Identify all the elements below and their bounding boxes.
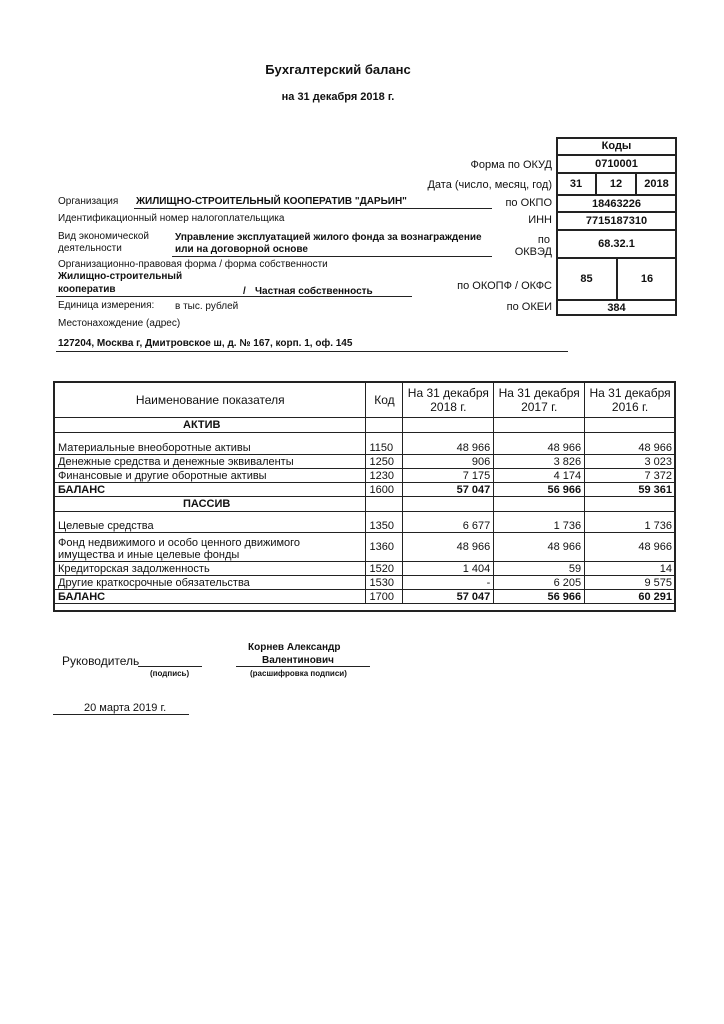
ownership-form: Частная собственность	[255, 286, 373, 297]
row-name: Финансовые и другие оборотные активы	[55, 469, 366, 483]
row-code: 1600	[366, 483, 403, 497]
row-name: Целевые средства	[55, 512, 366, 533]
row-v2017: 59	[494, 562, 585, 576]
year-value: 2018	[636, 173, 677, 195]
row-name: Другие краткосрочные обязательства	[55, 576, 366, 590]
row-name: Кредиторская задолженность	[55, 562, 366, 576]
table-row	[55, 433, 676, 455]
activity-label-2: деятельности	[58, 243, 122, 254]
row-name	[55, 533, 366, 562]
okpo-label: по ОКПО	[505, 197, 552, 209]
row-v2016: 48 966	[585, 533, 676, 562]
row-v2018: 57 047	[403, 483, 494, 497]
row-code: 1520	[366, 562, 403, 576]
header-2018	[403, 383, 494, 418]
row-v2016: 60 291	[585, 590, 676, 604]
table-row	[55, 469, 676, 483]
table-row	[55, 576, 676, 590]
row-v2016: 9 575	[585, 576, 676, 590]
row-v2016: 14	[585, 562, 676, 576]
row-code: 1360	[366, 533, 403, 562]
row-code: 1250	[366, 455, 403, 469]
header-2016-line1: На 31 декабря	[589, 386, 671, 400]
table-header-row	[55, 383, 676, 418]
header-2016	[585, 383, 676, 418]
row-code: 1530	[366, 576, 403, 590]
table-row-total	[55, 590, 676, 604]
legal-form-label: Организационно-правовая форма / форма собственности	[58, 259, 328, 270]
okei-label: по ОКЕИ	[506, 301, 552, 313]
row-v2017: 56 966	[494, 590, 585, 604]
row-name: Материальные внеоборотные активы	[55, 433, 366, 455]
table-row	[55, 533, 676, 562]
unit-label: Единица измерения:	[58, 300, 155, 311]
row-code: 1150	[366, 433, 403, 455]
header-name: Наименование показателя	[55, 383, 366, 418]
page-title: Бухгалтерский баланс	[265, 62, 411, 77]
row-v2018: 48 966	[403, 533, 494, 562]
aktiv-title: АКТИВ	[55, 418, 366, 433]
row-v2018: 906	[403, 455, 494, 469]
head-name-2: Валентинович	[262, 655, 334, 666]
activity-1: Управление эксплуатацией жилого фонда за вознаграждение	[175, 232, 482, 243]
balance-table	[54, 382, 676, 604]
row-v2018: 7 175	[403, 469, 494, 483]
signature-caption: (подпись)	[150, 669, 190, 678]
head-name-1: Корнев Александр	[248, 642, 341, 653]
header-2018-line2: 2018 г.	[430, 400, 467, 414]
inn-label: Идентификационный номер налогоплательщика	[58, 213, 285, 224]
header-2016-line2: 2016 г.	[611, 400, 649, 414]
header-2017	[494, 383, 585, 418]
name-caption: (расшифровка подписи)	[250, 669, 347, 678]
address-label: Местонахождение (адрес)	[58, 318, 181, 329]
row-v2016: 59 361	[585, 483, 676, 497]
legal-form-2: кооператив	[58, 284, 116, 295]
row-v2017: 4 174	[494, 469, 585, 483]
row-name: Денежные средства и денежные эквиваленты	[55, 455, 366, 469]
unit-value: в тыс. рублей	[175, 301, 239, 312]
row-v2017: 48 966	[494, 433, 585, 455]
row-v2018: 6 677	[403, 512, 494, 533]
row-v2017: 48 966	[494, 533, 585, 562]
okud-value: 0710001	[556, 155, 677, 173]
row-name: БАЛАНС	[55, 590, 366, 604]
row-v2017: 3 826	[494, 455, 585, 469]
section-passiv	[55, 497, 676, 512]
activity-label-1: Вид экономической	[58, 231, 149, 242]
okud-label: Форма по ОКУД	[470, 159, 552, 171]
okpo-value: 18463226	[556, 195, 677, 212]
okved-label-1: по	[537, 234, 550, 246]
row-name-line1: Фонд недвижимого и особо ценного движимого	[58, 537, 301, 549]
row-v2017: 1 736	[494, 512, 585, 533]
row-v2016: 3 023	[585, 455, 676, 469]
row-v2018: 1 404	[403, 562, 494, 576]
date-label: Дата (число, месяц, год)	[427, 179, 552, 191]
day-value: 31	[556, 173, 596, 195]
row-code: 1230	[366, 469, 403, 483]
okved-label-2: ОКВЭД	[514, 246, 552, 258]
head-label: Руководитель	[62, 654, 140, 668]
address-value: 127204, Москва г, Дмитровское ш, д. № 167, корп. 1, оф. 145	[58, 338, 353, 349]
header-2017-line1: На 31 декабря	[498, 386, 580, 400]
signature-date: 20 марта 2019 г.	[84, 702, 167, 714]
row-v2018: 57 047	[403, 590, 494, 604]
okfs-value: 16	[617, 258, 677, 300]
okopf-value: 85	[556, 258, 617, 300]
table-row	[55, 455, 676, 469]
row-v2018: 48 966	[403, 433, 494, 455]
row-v2017: 6 205	[494, 576, 585, 590]
report-date: на 31 декабря 2018 г.	[281, 91, 395, 103]
codes-header: Коды	[556, 137, 677, 155]
row-code: 1700	[366, 590, 403, 604]
org-label: Организация	[58, 196, 119, 207]
inn-value: 7715187310	[556, 212, 677, 230]
header-2017-line2: 2017 г.	[521, 400, 558, 414]
activity-2: или на договорной основе	[175, 244, 308, 255]
row-name: БАЛАНС	[55, 483, 366, 497]
passiv-title: ПАССИВ	[55, 497, 366, 512]
row-v2016: 48 966	[585, 433, 676, 455]
inn-code-label: ИНН	[528, 214, 552, 226]
table-row	[55, 512, 676, 533]
okopf-label: по ОКОПФ / ОКФС	[457, 280, 552, 292]
okved-value: 68.32.1	[556, 230, 677, 258]
month-value: 12	[596, 173, 636, 195]
row-v2018: -	[403, 576, 494, 590]
section-aktiv	[55, 418, 676, 433]
header-2018-line1: На 31 декабря	[407, 386, 489, 400]
table-row-total	[55, 483, 676, 497]
row-v2016: 7 372	[585, 469, 676, 483]
okei-value: 384	[556, 300, 677, 316]
org-name: ЖИЛИЩНО-СТРОИТЕЛЬНЫЙ КООПЕРАТИВ "ДАРЬИН"	[136, 196, 407, 207]
row-code: 1350	[366, 512, 403, 533]
row-v2016: 1 736	[585, 512, 676, 533]
row-v2017: 56 966	[494, 483, 585, 497]
header-code: Код	[366, 383, 403, 418]
row-name-line2: имущества и иные целевые фонды	[58, 549, 240, 561]
table-row	[55, 562, 676, 576]
legal-form-1: Жилищно-строительный	[58, 271, 183, 282]
legal-form-slash: /	[243, 286, 246, 297]
